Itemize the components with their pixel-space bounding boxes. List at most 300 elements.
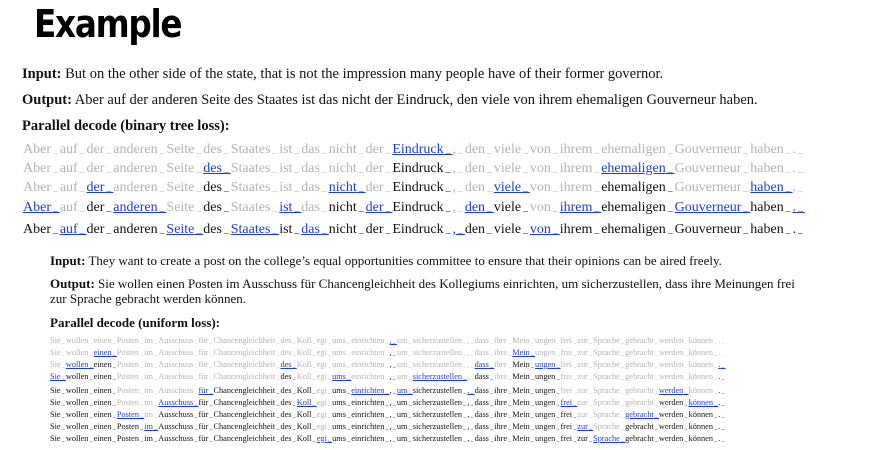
decode-token: Ausschuss _ <box>158 336 199 345</box>
decode-token: , _ <box>467 360 475 369</box>
decode-token-text: dass <box>474 372 489 381</box>
decode-token-text: ungen <box>535 336 556 345</box>
decode-token-text: um <box>396 422 408 431</box>
decode-token: den _ <box>464 180 494 195</box>
decode-token: ist _ <box>279 142 302 157</box>
decode-token-text: frei <box>560 434 573 443</box>
decode-token: . _ <box>718 434 726 443</box>
decode-token: , _ <box>452 200 465 215</box>
decode-token: dass _ <box>474 422 495 431</box>
decode-token: , _ <box>467 410 475 419</box>
decode-token-text: ist <box>279 222 293 237</box>
decode-token: gebracht _ <box>625 434 659 443</box>
ex2-input-label: Input: <box>50 253 86 268</box>
decode-token: viele _ <box>493 200 530 215</box>
decode-token: ihre _ <box>494 360 513 369</box>
decode-token: nicht _ <box>328 200 366 215</box>
decode-token: Chancengleichheit _ <box>213 360 281 369</box>
decode-token: Eindruck _ <box>392 142 453 157</box>
decode-token-text: , <box>467 434 470 443</box>
decode-token-text: wollen <box>65 360 89 369</box>
decode-token-text: Posten <box>116 386 140 395</box>
decode-token-text: den <box>464 142 486 157</box>
decode-token: Sprache _ <box>593 348 626 357</box>
decode-token-text: Mein <box>512 422 530 431</box>
decode-token-text: des <box>203 180 222 195</box>
decode-token-text: für <box>198 398 209 407</box>
decode-token: . _ <box>792 180 805 195</box>
decode-token-text: einen <box>93 386 112 395</box>
decode-token-text: , <box>452 180 456 195</box>
decode-token-text: Chancengleichheit <box>213 372 276 381</box>
decode-token: egi _ <box>316 434 333 443</box>
decode-token: auf _ <box>59 200 87 215</box>
decode-token: im _ <box>144 398 159 407</box>
decode-token-text: der <box>365 142 384 157</box>
decode-token-text: einrichten <box>351 386 385 395</box>
decode-token-text: Mein <box>512 410 530 419</box>
decode-token-text: Eindruck <box>392 200 444 215</box>
decode-token-text: , <box>467 410 470 419</box>
ex1-output-text: Aber auf der anderen Seite des Staates ist das nicht der Eindruck, den viele von ihrem ehemaligen Gouverneur haben. <box>74 92 758 108</box>
decode-token: um _ <box>396 410 413 419</box>
decode-token: Staates _ <box>230 142 280 157</box>
decode-token: einen _ <box>93 434 117 443</box>
decode-token: Sprache _ <box>593 434 626 443</box>
ex1-output-label: Output: <box>22 92 72 108</box>
decode-token: Sie _ <box>50 410 66 419</box>
ex1-decode-step-4 <box>23 200 805 216</box>
decode-token: haben _ <box>750 180 793 195</box>
decode-token: sicherzustellen _ <box>412 410 468 419</box>
decode-token: werden _ <box>658 360 689 369</box>
decode-token-text: viele <box>493 161 522 176</box>
decode-token-text: Eindruck <box>392 161 444 176</box>
decode-token: , _ <box>389 372 397 381</box>
decode-token-text: ums <box>332 386 346 395</box>
decode-token: egi _ <box>316 398 333 407</box>
decode-token: . _ <box>718 410 726 419</box>
decode-token: der _ <box>86 222 114 237</box>
decode-token-text: . <box>792 222 797 237</box>
decode-token-text: , <box>467 372 470 381</box>
decode-token-text: für <box>198 372 209 381</box>
decode-token: gebracht _ <box>625 398 659 407</box>
decode-token: Staates _ <box>230 180 280 195</box>
decode-token: egi _ <box>316 386 333 395</box>
decode-token: wollen _ <box>65 422 94 431</box>
decode-token: das _ <box>301 142 329 157</box>
decode-token: der _ <box>86 180 114 195</box>
ex2-decode-step-3 <box>50 360 726 369</box>
decode-token: im _ <box>144 372 159 381</box>
decode-token: sicherzustellen _ <box>412 360 468 369</box>
decode-token: ihrem _ <box>559 180 602 195</box>
decode-token-text: . <box>792 200 797 215</box>
decode-token-text: nicht <box>328 180 357 195</box>
decode-token-text: Sie <box>50 372 61 381</box>
decode-token-text: ihre <box>494 422 508 431</box>
decode-token-text: können <box>688 360 713 369</box>
decode-token-text: gebracht <box>625 410 654 419</box>
decode-token: Aber _ <box>23 180 60 195</box>
decode-token-text: sicherzustellen <box>412 386 463 395</box>
decode-token-text: ums <box>332 372 346 381</box>
decode-token-text: des <box>280 360 292 369</box>
decode-token: zur _ <box>577 410 594 419</box>
decode-token: von _ <box>529 222 560 237</box>
decode-token-text: können <box>688 386 713 395</box>
decode-token: , _ <box>389 386 397 395</box>
decode-token-text: viele <box>493 200 522 215</box>
decode-token-text: frei <box>560 422 573 431</box>
decode-token: werden _ <box>658 398 689 407</box>
decode-token-text: Mein <box>512 372 530 381</box>
decode-token-text: der <box>365 200 384 215</box>
decode-token-text: um <box>396 410 408 419</box>
decode-token-text: einen <box>93 372 112 381</box>
decode-token: , _ <box>467 372 475 381</box>
decode-token: werden _ <box>658 434 689 443</box>
decode-token: einen _ <box>93 398 117 407</box>
decode-token-text: werden <box>658 360 684 369</box>
decode-token-text: sicherzustellen <box>412 348 463 357</box>
decode-token-text: zur <box>577 360 588 369</box>
decode-token: Gouverneur _ <box>674 161 751 176</box>
decode-token-text: im <box>144 434 154 443</box>
decode-token-text: sicherzustellen <box>412 434 463 443</box>
decode-token-text: ist <box>279 161 293 176</box>
decode-token-text: Koll <box>296 348 312 357</box>
decode-token-text: Ausschuss <box>158 410 194 419</box>
decode-token-text: um <box>396 434 408 443</box>
decode-token-text: im <box>144 348 154 357</box>
decode-token: Gouverneur _ <box>674 142 751 157</box>
decode-token: gebracht _ <box>625 360 659 369</box>
decode-token-text: . <box>718 336 721 345</box>
decode-token: das _ <box>301 161 329 176</box>
page-title: Example <box>34 2 182 46</box>
decode-token: Mein _ <box>512 422 536 431</box>
decode-token-text: von <box>529 142 551 157</box>
decode-token-text: dass <box>474 434 489 443</box>
decode-token: ungen _ <box>535 434 561 443</box>
decode-token-text: gebracht <box>625 398 654 407</box>
decode-token: , _ <box>452 180 465 195</box>
decode-token: gebracht _ <box>625 336 659 345</box>
decode-token-text: wollen <box>65 336 89 345</box>
decode-token: . _ <box>718 422 726 431</box>
decode-token-text: viele <box>493 142 522 157</box>
decode-token: ihrem _ <box>559 161 602 176</box>
decode-token-text: . <box>792 180 797 195</box>
decode-token-text: Sie <box>50 360 61 369</box>
decode-token-text: ums <box>332 398 346 407</box>
decode-token: Eindruck _ <box>392 200 453 215</box>
decode-token: Sie _ <box>50 372 66 381</box>
decode-token-text: Sprache <box>593 422 620 431</box>
decode-token-text: Staates <box>230 200 271 215</box>
decode-token: Chancengleichheit _ <box>213 434 281 443</box>
decode-token-text: haben <box>750 142 784 157</box>
decode-token-text: Aber <box>23 142 51 157</box>
decode-token-text: Staates <box>230 161 271 176</box>
decode-token: können _ <box>688 434 719 443</box>
decode-token: können _ <box>688 422 719 431</box>
decode-token-text: einen <box>93 336 112 345</box>
decode-token-text: können <box>688 434 713 443</box>
decode-token-text: Seite <box>166 200 195 215</box>
decode-token-text: frei <box>560 372 573 381</box>
decode-token: Ausschuss _ <box>158 386 199 395</box>
decode-token: werden _ <box>658 422 689 431</box>
ex1-decode-step-1 <box>23 142 805 158</box>
decode-token-text: auf <box>59 161 78 176</box>
decode-token: , _ <box>467 434 475 443</box>
decode-token: können _ <box>688 410 719 419</box>
decode-token-text: des <box>280 386 292 395</box>
decode-token-text: ihre <box>494 434 508 443</box>
decode-token: , _ <box>452 142 465 157</box>
decode-token: Seite _ <box>166 142 204 157</box>
decode-token-text: werden <box>658 386 684 395</box>
decode-token-text: werden <box>658 348 684 357</box>
decode-token: ums _ <box>332 410 352 419</box>
decode-token: für _ <box>198 372 214 381</box>
decode-token: haben _ <box>750 142 793 157</box>
decode-token-text: wollen <box>65 372 89 381</box>
decode-token-text: auf <box>59 200 78 215</box>
decode-token-text: für <box>198 434 209 443</box>
decode-token: , _ <box>467 348 475 357</box>
decode-token: , _ <box>467 422 475 431</box>
decode-token-text: Sprache <box>593 434 620 443</box>
decode-token-text: Seite <box>166 142 195 157</box>
decode-token: ungen _ <box>535 398 561 407</box>
decode-token-text: einrichten <box>351 434 385 443</box>
decode-token: Chancengleichheit _ <box>213 410 281 419</box>
decode-token-text: ehemaligen <box>601 222 666 237</box>
decode-token-text: gebracht <box>625 348 654 357</box>
decode-token-text: können <box>688 422 713 431</box>
decode-token: Mein _ <box>512 360 536 369</box>
decode-token-text: Chancengleichheit <box>213 348 276 357</box>
decode-token-text: Ausschuss <box>158 348 194 357</box>
ex1-input-label: Input: <box>22 66 62 82</box>
decode-token: werden _ <box>658 372 689 381</box>
ex1-decode-step-5 <box>23 222 805 238</box>
decode-token: sicherzustellen _ <box>412 386 468 395</box>
decode-token: Sprache _ <box>593 398 626 407</box>
decode-token-text: , <box>452 142 456 157</box>
decode-token-text: um <box>396 372 408 381</box>
decode-token: einen _ <box>93 372 117 381</box>
decode-token: um _ <box>396 348 413 357</box>
decode-token-text: einrichten <box>351 422 385 431</box>
decode-token: Seite _ <box>166 222 204 237</box>
decode-token-text: ungen <box>535 434 556 443</box>
decode-token-text: . <box>792 142 797 157</box>
decode-token: Chancengleichheit _ <box>213 386 281 395</box>
decode-token: egi _ <box>316 336 333 345</box>
decode-token: ungen _ <box>535 410 561 419</box>
decode-token: einen _ <box>93 360 117 369</box>
decode-token: können _ <box>688 372 719 381</box>
decode-token: Mein _ <box>512 386 536 395</box>
decode-token: einen _ <box>93 386 117 395</box>
decode-token-text: des <box>280 398 292 407</box>
decode-token-text: einrichten <box>351 348 385 357</box>
decode-token: Ausschuss _ <box>158 360 199 369</box>
decode-token: Mein _ <box>512 372 536 381</box>
decode-token: werden _ <box>658 410 689 419</box>
decode-token-text: den <box>464 200 486 215</box>
decode-token-text: Ausschuss <box>158 422 194 431</box>
decode-token: zur _ <box>577 372 594 381</box>
decode-token-text: Ausschuss <box>158 398 194 407</box>
decode-token-text: Aber <box>23 180 51 195</box>
decode-token-text: ungen <box>535 422 556 431</box>
decode-token-text: ist <box>279 142 293 157</box>
decode-token: ihrem _ <box>559 200 602 215</box>
decode-token: können _ <box>688 360 719 369</box>
decode-token-text: ihre <box>494 336 508 345</box>
decode-token: Posten _ <box>116 348 145 357</box>
decode-token: nicht _ <box>328 222 366 237</box>
decode-token-text: ehemaligen <box>601 142 666 157</box>
decode-token: sicherzustellen _ <box>412 422 468 431</box>
decode-token-text: Sie <box>50 422 61 431</box>
decode-token-text: Chancengleichheit <box>213 434 276 443</box>
decode-token: einen _ <box>93 348 117 357</box>
decode-token-text: der <box>86 200 105 215</box>
decode-token-text: des <box>280 336 292 345</box>
decode-token: ungen _ <box>535 386 561 395</box>
decode-token: frei _ <box>560 336 578 345</box>
decode-token: Posten _ <box>116 422 145 431</box>
decode-token-text: ungen <box>535 348 556 357</box>
decode-token-text: Ausschuss <box>158 360 194 369</box>
decode-token-text: Posten <box>116 410 140 419</box>
decode-token: Chancengleichheit _ <box>213 422 281 431</box>
decode-token: zur _ <box>577 398 594 407</box>
decode-token-text: Posten <box>116 422 140 431</box>
decode-token-text: frei <box>560 348 573 357</box>
decode-token-text: des <box>280 410 292 419</box>
decode-token: den _ <box>464 161 494 176</box>
decode-token: viele _ <box>493 222 530 237</box>
decode-token: frei _ <box>560 348 578 357</box>
ex2-decode-step-5 <box>50 386 726 395</box>
decode-token-text: ihre <box>494 386 508 395</box>
decode-token: um _ <box>396 386 413 395</box>
decode-token: der _ <box>86 142 114 157</box>
decode-token-text: frei <box>560 360 573 369</box>
decode-token: wollen _ <box>65 360 94 369</box>
decode-token-text: das <box>301 161 320 176</box>
decode-token: des _ <box>203 200 231 215</box>
decode-token-text: . <box>718 410 721 419</box>
decode-token: ums _ <box>332 386 352 395</box>
decode-token: den _ <box>464 222 494 237</box>
decode-token-text: wollen <box>65 434 89 443</box>
decode-token-text: gebracht <box>625 372 654 381</box>
decode-token-text: Chancengleichheit <box>213 422 276 431</box>
decode-token: für _ <box>198 360 214 369</box>
decode-token-text: ihre <box>494 348 508 357</box>
decode-token: wollen _ <box>65 372 94 381</box>
decode-token-text: Gouverneur <box>674 142 742 157</box>
decode-token-text: zur <box>577 434 588 443</box>
decode-token-text: zur <box>577 398 588 407</box>
decode-token: ums _ <box>332 422 352 431</box>
decode-token: dass _ <box>474 360 495 369</box>
decode-token: gebracht _ <box>625 348 659 357</box>
decode-token: der _ <box>365 222 393 237</box>
decode-token: frei _ <box>560 372 578 381</box>
decode-token-text: der <box>86 142 105 157</box>
decode-token-text: können <box>688 372 713 381</box>
decode-token-text: Chancengleichheit <box>213 386 276 395</box>
decode-token: wollen _ <box>65 434 94 443</box>
decode-token: das _ <box>301 180 329 195</box>
decode-token: des _ <box>280 348 297 357</box>
decode-token-text: ungen <box>535 386 556 395</box>
decode-token: werden _ <box>658 386 689 395</box>
decode-token: im _ <box>144 434 159 443</box>
decode-token: ist _ <box>279 161 302 176</box>
decode-token-text: des <box>280 434 292 443</box>
decode-token-text: Seite <box>166 180 195 195</box>
decode-token-text: ihrem <box>559 180 593 195</box>
decode-token: ehemaligen _ <box>601 142 675 157</box>
ex1-input <box>22 66 663 83</box>
decode-token-text: dass <box>474 422 489 431</box>
decode-token-text: Seite <box>166 222 195 237</box>
decode-token-text: sicherzustellen <box>412 372 463 381</box>
decode-token-text: werden <box>658 398 684 407</box>
decode-token-text: frei <box>560 398 573 407</box>
decode-token: , _ <box>467 386 475 395</box>
decode-token: sicherzustellen _ <box>412 434 468 443</box>
decode-token-text: im <box>144 360 154 369</box>
decode-token: des _ <box>280 386 297 395</box>
decode-token: um _ <box>396 336 413 345</box>
decode-token: gebracht _ <box>625 422 659 431</box>
decode-token: dass _ <box>474 336 495 345</box>
decode-token-text: ihre <box>494 372 508 381</box>
decode-token-text: sicherzustellen <box>412 360 463 369</box>
decode-token-text: Sie <box>50 386 61 395</box>
decode-token-text: Koll <box>296 398 312 407</box>
decode-token-text: wollen <box>65 410 89 419</box>
decode-token-text: werden <box>658 422 684 431</box>
decode-token: Koll _ <box>296 372 317 381</box>
decode-token: des _ <box>280 422 297 431</box>
decode-token-text: dass <box>474 336 489 345</box>
decode-token-text: wollen <box>65 422 89 431</box>
decode-token: ihre _ <box>494 434 513 443</box>
decode-token: Sprache _ <box>593 372 626 381</box>
decode-token: egi _ <box>316 360 333 369</box>
decode-token: einrichten _ <box>351 386 390 395</box>
decode-token-text: des <box>203 161 222 176</box>
decode-token-text: einen <box>93 360 112 369</box>
decode-token: frei _ <box>560 410 578 419</box>
decode-token-text: gebracht <box>625 422 654 431</box>
decode-token: Sie _ <box>50 422 66 431</box>
decode-token-text: haben <box>750 180 784 195</box>
